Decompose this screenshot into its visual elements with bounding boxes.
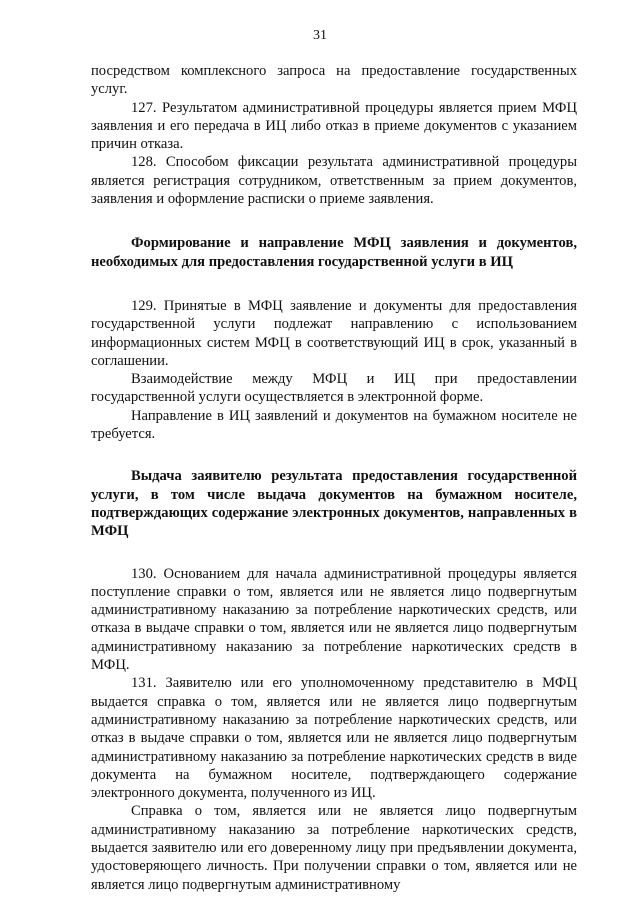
spacer [91,271,577,297]
page-number: 31 [313,28,327,43]
paragraph-127: 127. Результатом административной процедуры является прием МФЦ заявления и его передача в ИЦ либо отказ в приеме документов с указанием причин отказа. [91,99,577,153]
paragraph-131: 131. Заявителю или его уполномоченному представителю в МФЦ выдается справка о том, является или не является лицо подвергнутым административному наказанию за потребление наркотических средств, или отказ в выдаче справки о том, является или не является лицо подвергнутым административному наказанию за потребление наркотических средств в виде документа на бумажном носителе, подтверждающего содержание электронного документа, полученного из ИЦ. [91,675,577,802]
paragraph-129-interaction: Взаимодействие между МФЦ и ИЦ при предоставлении государственной услуги осуществляется в электронной форме. [91,371,577,406]
spacer [91,541,577,565]
document-body [91,62,577,894]
paragraph-continuation: посредством комплексного запроса на предоставление государственных услуг. [91,63,577,98]
paragraph-131-certificate: Справка о том, является или не является лицо подвергнутым административному наказанию за потребление наркотических средств, выдается заявителю или его доверенному лицу при предъявлении документа, удостоверяющего личность. При получении справки о том, является или не является лицо подвергнутым административному [91,803,577,893]
section-heading-forming: Формирование и направление МФЦ заявления и документов, необходимых для предоставления государственной услуги в ИЦ [91,235,577,270]
paragraph-129: 129. Принятые в МФЦ заявление и документы для предоставления государственной услуги подлежат направлению с использованием информационных систем МФЦ в соответствующий ИЦ в срок, указанный в соглашении. [91,297,577,369]
section-heading-issuance: Выдача заявителю результата предоставления государственной услуги, в том числе выдача документов на бумажном носителе, подтверждающих содержание электронных документов, направленных в МФЦ [91,468,577,540]
paragraph-128: 128. Способом фиксации результата административной процедуры является регистрация сотрудником, ответственным за прием документов, заявления и оформление расписки о приеме заявления. [91,154,577,208]
spacer [91,208,577,234]
spacer [91,443,577,467]
paragraph-130: 130. Основанием для начала административной процедуры является поступление справки о том, является или не является лицо подвергнутым административному наказанию за потребление наркотических средств, или отказа в выдаче справки о том, является или не является лицо подвергнутым административному наказанию за потребление наркотических средств в МФЦ. [91,565,577,674]
paragraph-129-paper: Направление в ИЦ заявлений и документов на бумажном носителе не требуется. [91,407,577,443]
